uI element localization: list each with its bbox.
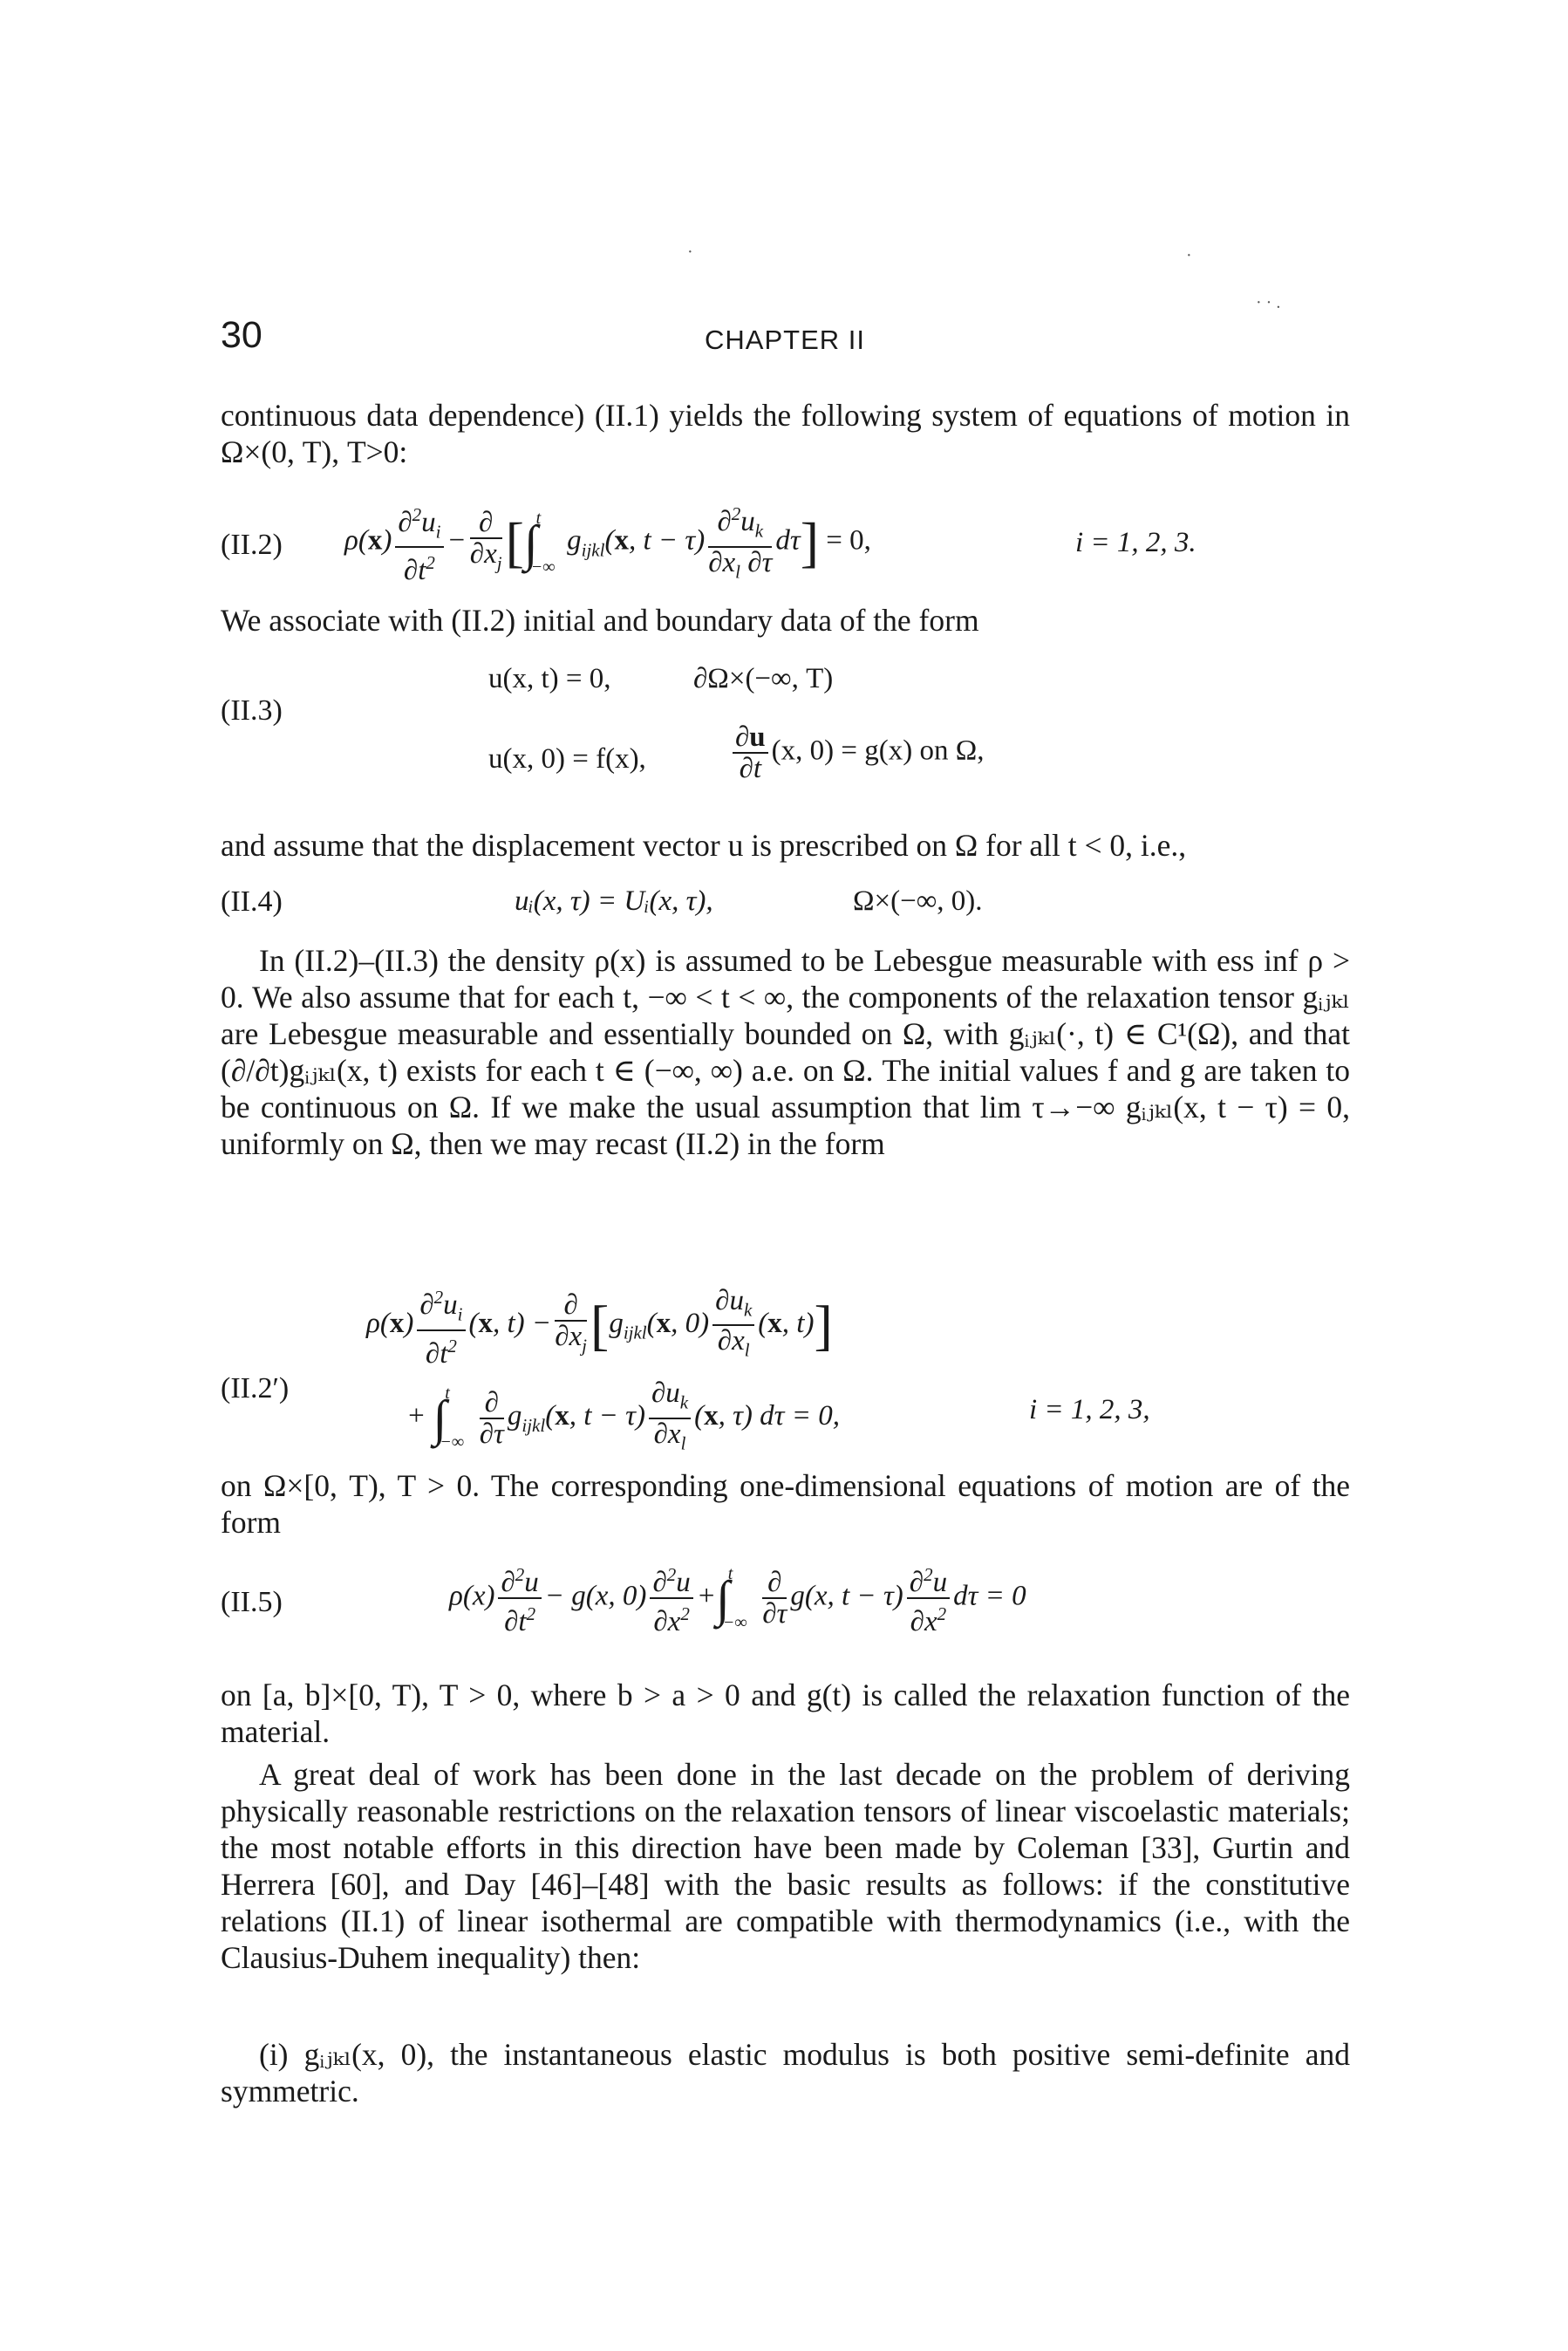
scan-speck: · <box>687 243 693 262</box>
equation-label-II5: (II.5) <box>221 1586 283 1618</box>
paragraph-2: We associate with (II.2) initial and boundary data of the form <box>221 603 979 638</box>
paragraph-3: and assume that the displacement vector u is prescribed on Ω for all t < 0, i.e., <box>221 828 1187 863</box>
scan-speck: · · . <box>1256 293 1281 312</box>
equation-II3-line1-left: u(x, t) = 0, <box>488 663 611 694</box>
equation-II2-index: i = 1, 2, 3. <box>1075 527 1196 558</box>
equation-label-II2: (II.2) <box>221 529 283 561</box>
equation-II3-line2-right: $\frac{\partial u}{\partial t}$ (x, 0) = g(x) on Ω, <box>729 722 985 783</box>
scan-speck: · <box>1186 246 1192 265</box>
paragraph-7: A great deal of work has been done in the last decade on the problem of deriving physically reasonable restrictions on the relaxation tensors of linear viscoelastic materials; the most notable efforts in this direction have been made by Coleman [33], Gurtin and Herrera [60], and Day [46]–[48] with the basic results as follows: if the constitutive relations (II.1) of linear isothermal are compatible with thermodynamics (i.e., with the Clausius-Duhem inequality) then: <box>221 1757 1350 1975</box>
paragraph-5: on Ω×[0, T), T > 0. The corresponding one-dimensional equations of motion are of the form <box>221 1468 1350 1540</box>
equation-II5: ρ(x) $\frac{\partial^2u}{\partial t^2}$ − g(x, 0) $\frac{\partial^2u}{\partial x^2}$ $+\int_{-\infty}^t$ $\frac{\partial}{\partial\tau}$ g(x, t − τ) $\frac{\partial^2u}{\partial x^2}$ dτ = 0 <box>449 1560 1026 1637</box>
paragraph-8: (i) gᵢⱼₖₗ(x, 0), the instantaneous elastic modulus is both positive semi-definite and symmetric. <box>221 2037 1350 2108</box>
equation-II5-tail: dτ = 0 <box>953 1580 1026 1612</box>
equation-II4-domain: Ω×(−∞, 0). <box>853 885 983 917</box>
equation-II2-prime-line1: ρ(x) $\frac{\partial^2u_i}{\partial t^2}$ (x, t) − $\frac{\partial}{\partial x_j}$ [$g_{ijkl}(x$, 0) $\frac{\partial u_k}{\partial x_l}$ (x, t)] <box>366 1282 833 1369</box>
chapter-heading: CHAPTER II <box>705 325 865 355</box>
equation-II2-prime-index: i = 1, 2, 3, <box>1029 1394 1150 1425</box>
equation-label-II4: (II.4) <box>221 885 283 918</box>
equation-II4-body: uᵢ(x, τ) = Uᵢ(x, τ), <box>515 885 713 917</box>
page-number: 30 <box>221 314 262 356</box>
equation-label-II3: (II.3) <box>221 694 283 727</box>
equation-II3-line2-left: u(x, 0) = f(x), <box>488 743 646 775</box>
equation-II2-tail: = 0, <box>826 524 871 557</box>
equation-label-II2-prime: (II.2′) <box>221 1372 290 1404</box>
equation-II3-line2-tail: (x, 0) = g(x) on Ω, <box>771 735 985 767</box>
paragraph-6: on [a, b]×[0, T), T > 0, where b > a > 0 and g(t) is called the relaxation function of the material. <box>221 1678 1350 1749</box>
equation-II3-line1-right: ∂Ω×(−∞, T) <box>693 663 834 694</box>
equation-II2: ρ(x) $\frac{\partial^2u_i}{\partial t^2}$ − $\frac{\partial}{\partial x_j}$ [$\int_{-\infty}^tg_{ijkl}(x$, t − τ) $\frac{\partial^2u_k}{\partial x_l \partial\tau}$ dτ] = 0, <box>344 499 871 586</box>
paragraph-4: In (II.2)–(II.3) the density ρ(x) is assumed to be Lebesgue measurable with ess inf ρ > 0. We also assume that for each t, −∞ < t < ∞, the components of the relaxation tensor gᵢⱼₖₗ are Lebesgue measurable and essentially bounded on Ω, with gᵢⱼₖₗ(·, t) ∈ C¹(Ω), and that (∂/∂t)gᵢⱼₖₗ(x, t) exists for each t ∈ (−∞, ∞) a.e. on Ω. The initial values f and g are taken to be continuous on Ω. If we make the usual assumption that lim τ→−∞ gᵢⱼₖₗ(x, t − τ) = 0, uniformly on Ω, then we may recast (II.2) in the form <box>221 943 1350 1161</box>
equation-II2-prime-line2: + $\int_{-\infty}^t$ $\frac{\partial}{\partial\tau}$ $g_{ijkl}(x$, t − τ) $\frac{\partial u_k}{\partial x_l}$ (x, τ) dτ = 0, <box>406 1377 840 1454</box>
paragraph-1: continuous data dependence) (II.1) yields the following system of equations of motion in Ω×(0, T), T>0: <box>221 398 1350 469</box>
